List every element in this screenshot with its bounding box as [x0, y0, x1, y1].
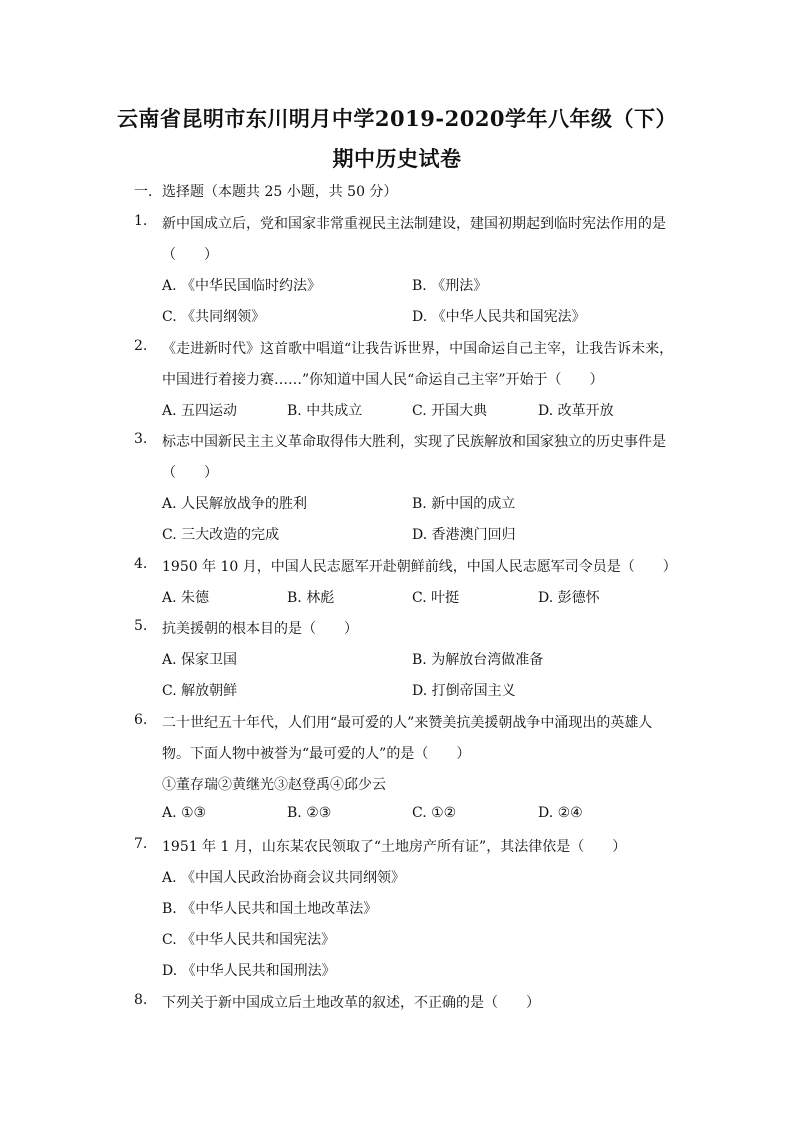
option-a: A. 《中华民国临时约法》 — [162, 278, 322, 294]
option-d: D. 香港澳门回归 — [412, 527, 516, 543]
question-text: 1950 年 10 月，中国人民志愿军开赴朝鲜前线，中国人民志愿军司令员是（ ） — [162, 559, 677, 575]
option-c: C. 解放朝鲜 — [162, 683, 238, 699]
exam-subtitle: 期中历史试卷 — [332, 146, 462, 171]
question-number: 8. — [134, 992, 148, 1008]
option-c: C. ①② — [412, 805, 457, 821]
option-b: B. 林彪 — [287, 590, 335, 606]
option-a: A. 五四运动 — [162, 403, 238, 419]
section-heading: 一．选择题（本题共 25 小题，共 50 分） — [134, 184, 398, 200]
option-a: A. 人民解放战争的胜利 — [162, 496, 308, 512]
question-text: 下列关于新中国成立后土地改革的叙述，不正确的是（ ） — [162, 995, 540, 1011]
question-text: 抗美援朝的根本目的是（ ） — [162, 621, 358, 637]
option-b: B. 中共成立 — [287, 403, 363, 419]
option-d: D. 《中华人民共和国刑法》 — [162, 963, 336, 979]
option-c: C. 《共同纲领》 — [162, 309, 266, 325]
option-b: B. 为解放台湾做准备 — [412, 652, 544, 668]
option-d: D. ②④ — [538, 805, 583, 821]
question-text: ①董存瑞②黄继光③赵登禹④邱少云 — [162, 777, 386, 793]
question-text: 新中国成立后，党和国家非常重视民主法制建设，建国初期起到临时宪法作用的是 — [162, 216, 666, 232]
question-text: 标志中国新民主主义革命取得伟大胜利，实现了民族解放和国家独立的历史事件是 — [162, 434, 666, 450]
option-b: B. 《刑法》 — [412, 278, 488, 294]
question-number: 6. — [134, 712, 148, 728]
exam-title: 云南省昆明市东川明月中学2019-2020学年八年级（下） — [116, 106, 678, 131]
option-c: C. 三大改造的完成 — [162, 527, 280, 543]
option-b: B. 新中国的成立 — [412, 496, 516, 512]
option-b: B. 《中华人民共和国土地改革法》 — [162, 901, 378, 917]
question-number: 7. — [134, 836, 148, 852]
option-a: A. 保家卫国 — [162, 652, 238, 668]
option-c: C. 《中华人民共和国宪法》 — [162, 932, 336, 948]
question-number: 2. — [134, 338, 148, 354]
option-b: B. ②③ — [287, 805, 332, 821]
option-d: D. 改革开放 — [538, 403, 614, 419]
question-text: （ ） — [162, 465, 218, 481]
option-c: C. 叶挺 — [412, 590, 460, 606]
question-number: 5. — [134, 618, 148, 634]
option-c: C. 开国大典 — [412, 403, 488, 419]
question-number: 4. — [134, 556, 148, 572]
option-d: D. 《中华人民共和国宪法》 — [412, 309, 586, 325]
question-text: 中国进行着接力赛……”你知道中国人民“命运自己主宰”开始于（ ） — [162, 372, 604, 388]
option-a: A. ①③ — [162, 805, 207, 821]
question-number: 3. — [134, 431, 148, 447]
option-d: D. 彭德怀 — [538, 590, 600, 606]
option-a: A. 朱德 — [162, 590, 210, 606]
option-d: D. 打倒帝国主义 — [412, 683, 516, 699]
option-a: A. 《中国人民政治协商会议共同纲领》 — [162, 870, 406, 886]
question-text: 二十世纪五十年代，人们用“最可爱的人”来赞美抗美援朝战争中涌现出的英雄人 — [162, 715, 653, 731]
question-text: 物。下面人物中被誉为“最可爱的人”的是（ ） — [162, 746, 471, 762]
question-text: 1951 年 1 月，山东某农民领取了“土地房产所有证”，其法律依是（ ） — [162, 839, 627, 855]
question-number: 1. — [134, 213, 148, 229]
question-text: （ ） — [162, 247, 218, 263]
question-text: 《走进新时代》这首歌中唱道“让我告诉世界，中国命运自己主宰，让我告诉未来， — [162, 341, 674, 357]
